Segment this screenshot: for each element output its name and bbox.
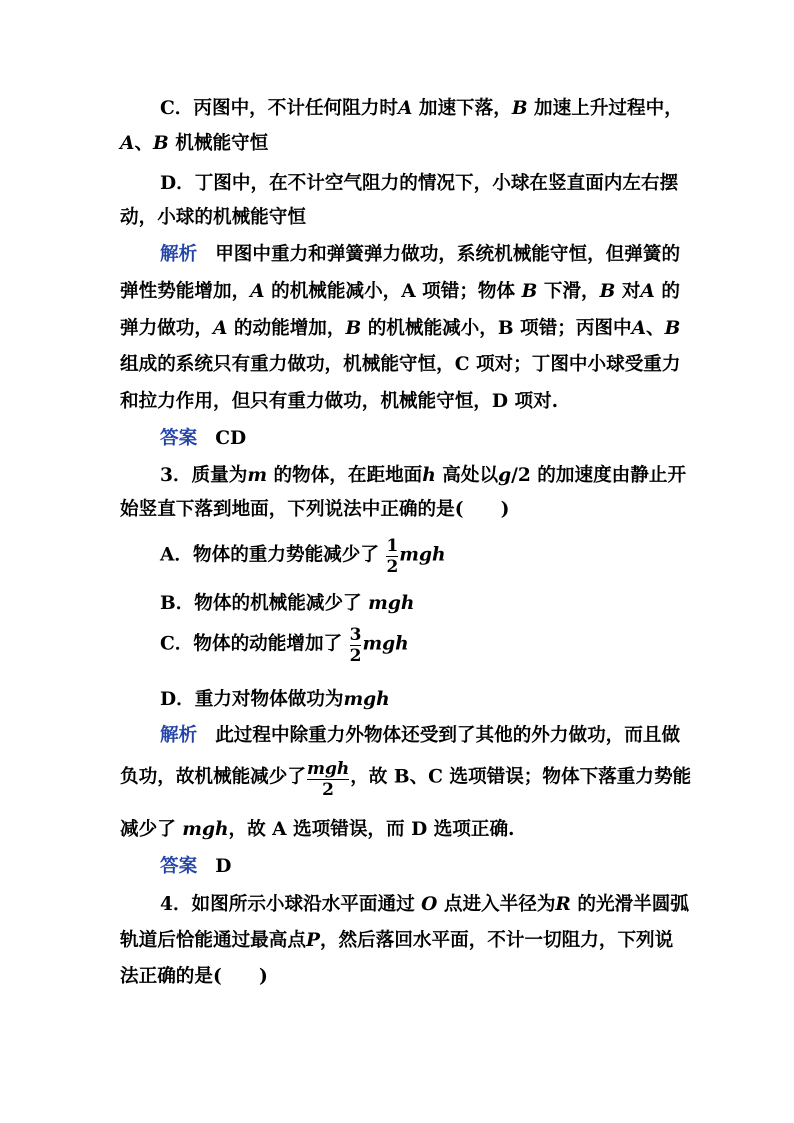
answer-label: 答案	[160, 856, 198, 877]
text: C．物体的动能增加了	[160, 633, 343, 655]
option-d-line2: 动，小球的机械能守恒	[120, 207, 306, 228]
var: A	[212, 318, 228, 339]
frac-num: 3	[349, 625, 362, 645]
question-3-option-b	[160, 592, 414, 616]
analysis2-line2	[120, 758, 692, 800]
analysis-line3	[120, 317, 680, 341]
var: mgh	[368, 593, 415, 614]
text: 轨道后恰能通过最高点	[120, 930, 306, 951]
var: A	[640, 281, 655, 302]
answer-label: 答案	[160, 428, 198, 449]
text: 甲图中重力和弹簧弹力做功，系统机械能守恒，但弹簧的	[215, 244, 681, 265]
text: 、	[646, 318, 665, 339]
text: /2 的加速度由静止开	[511, 465, 687, 486]
text: 的动能增加，	[233, 318, 346, 339]
analysis-line1	[160, 243, 680, 267]
var: mgh	[182, 819, 229, 840]
var: A	[397, 98, 413, 119]
text: C．丙图中，不计任何阻力时	[160, 98, 398, 119]
text: 4．如图所示小球沿水平面通过	[160, 894, 415, 915]
answer-line-1	[160, 427, 246, 451]
text: ，故 A 选项错误，而 D 选项正确.	[228, 819, 515, 840]
answer-value: D	[215, 856, 232, 877]
text: 加速上升过程中，	[534, 98, 683, 119]
var: R	[555, 894, 571, 915]
question-3-option-c	[160, 625, 409, 664]
text: 减少了	[120, 819, 176, 840]
text: 弹力做功，	[120, 318, 213, 339]
text: 的光滑半圆弧	[577, 894, 689, 915]
var: B	[153, 133, 169, 154]
var: P	[305, 930, 320, 951]
fraction	[386, 537, 398, 576]
analysis-line4: 组成的系统只有重力做功，机械能守恒，C 项对；丁图中小球受重力	[120, 354, 681, 375]
analysis-line5: 和拉力作用，但只有重力做功，机械能守恒，D 项对.	[120, 391, 559, 412]
frac-den: 2	[386, 557, 399, 577]
var: A	[120, 133, 135, 154]
frac-den: 2	[322, 780, 334, 800]
frac-den: 2	[349, 646, 362, 666]
analysis-label: 解析	[160, 244, 198, 265]
option-c-line2	[120, 132, 268, 156]
text: 弹性势能增加，	[120, 281, 251, 302]
analysis2-line3	[120, 818, 515, 842]
fraction	[350, 626, 362, 665]
text: 下滑，	[543, 281, 600, 302]
analysis-label: 解析	[160, 725, 198, 746]
var: m	[247, 465, 268, 486]
var: g	[498, 465, 512, 486]
var: h	[422, 465, 436, 486]
frac-num: mgh	[306, 759, 350, 779]
var: O	[421, 894, 438, 915]
var: B	[599, 281, 616, 302]
fraction	[307, 760, 349, 799]
text: D．重力对物体做功为	[160, 689, 344, 710]
text: 对	[621, 281, 641, 302]
var: B	[664, 318, 681, 339]
text: 此过程中除重力外物体还受到了其他的外力做功，而且做	[215, 725, 681, 746]
var: A	[631, 318, 647, 339]
question-4-line1	[160, 893, 689, 917]
text: B．物体的机械能减少了	[160, 593, 362, 614]
text: 点进入半径为	[443, 894, 556, 915]
text: 、	[134, 133, 154, 154]
text: 机械能守恒	[175, 133, 269, 154]
var: B	[521, 281, 538, 302]
question-3-option-a	[160, 536, 446, 575]
var: B	[511, 98, 528, 119]
var: mgh	[362, 633, 409, 655]
text: 加速下落，	[418, 98, 512, 119]
answer-value: CD	[215, 428, 247, 449]
var: mgh	[399, 544, 446, 566]
text: 的机械能减小，A 项错；物体	[271, 281, 516, 302]
text: 的	[661, 281, 680, 302]
option-d-line1: D．丁图中，在不计空气阻力的情况下，小球在竖直面内左右摆	[160, 173, 679, 194]
analysis-line2	[120, 280, 680, 304]
text: ，然后落回水平面，不计一切阻力，下列说	[319, 930, 674, 951]
question-3-option-d	[160, 688, 390, 712]
frac-num: 1	[386, 536, 399, 556]
analysis2-line1	[160, 724, 680, 748]
text: 负功，故机械能减少了	[120, 766, 306, 788]
question-3-line2: 始竖直下落到地面，下列说法中正确的是( )	[120, 499, 510, 520]
var: B	[345, 318, 362, 339]
text: ，故 B、C 选项错误；物体下落重力势能	[350, 766, 692, 788]
text: 高处以	[442, 465, 499, 486]
var: A	[250, 281, 265, 302]
text: 的物体，在距地面	[273, 465, 423, 486]
text: A．物体的重力势能减少了	[160, 544, 379, 566]
question-3-line1	[160, 464, 686, 488]
question-4-line3: 法正确的是( )	[120, 966, 268, 987]
text: 的机械能减小，B 项错；丙图中	[367, 318, 632, 339]
answer-line-2	[160, 855, 231, 879]
option-c-line1	[160, 97, 683, 121]
question-4-line2	[120, 929, 673, 953]
text: 3．质量为	[160, 465, 248, 486]
var: mgh	[343, 689, 390, 710]
